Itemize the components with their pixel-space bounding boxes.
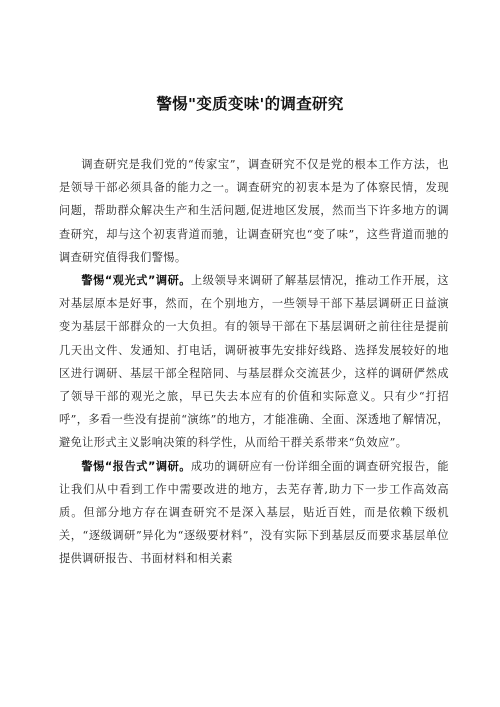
document-title: 警惕"变质变味'的调查研究 <box>156 95 344 113</box>
paragraph-report-research <box>59 455 449 571</box>
paragraph-intro <box>59 153 449 269</box>
paragraph-text: 成功的调研应有一份详细全面的调查研究报告，能让我们从中看到工作中需要改进的地方，去芜存菁,助力下一步工作高效高质。但部分地方存在调查研究不是深入基层，贴近百姓，而是依赖下级机关，“逐级调研”异化为“逐级要材料”，没有实际下到基层反而要求基层单位提供调研报告、书面材料和相关素 <box>59 459 449 566</box>
document-body <box>59 153 449 571</box>
paragraph-text: 调查研究是我们党的“传家宝”，调查研究不仅是党的根本工作方法，也是领导干部必须具备的能力之一。调查研究的初衷本是为了体察民情，发现问题，帮助群众解决生产和生活问题,促进地区发展，然而当下许多地方的调查研究，却与这个初衷背道而驰，让调查研究也“变了味”，这些背道而驰的调查研究值得我们警惕。 <box>59 158 449 264</box>
paragraph-lead: 警惕“报告式”调研。 <box>81 459 192 473</box>
paragraph-lead: 警惕“观光式”调研。 <box>81 274 192 288</box>
paragraph-sightseeing-research <box>59 269 449 455</box>
paragraph-text: 上级领导来调研了解基层情况，推动工作开展，这对基层原本是好事，然而，在个别地方，一些领导干部下基层调研正日益演变为基层干部群众的一大负担。有的领导干部在下基层调研之前往往是提前几天出文件、发通知、打电话，调研被事先安排好线路、选择发展较好的地区进行调研、基层干部全程陪同、与基层群众交流甚少，这样的调研俨然成了领导干部的观光之旅，早已失去本应有的价值和实际意义。只有少“打招呼”，多看一些没有提前“演练”的地方，才能准确、全面、深透地了解情况，避免让形式主义影响决策的科学性，从而给干群关系带来“负效应”。 <box>59 274 449 450</box>
